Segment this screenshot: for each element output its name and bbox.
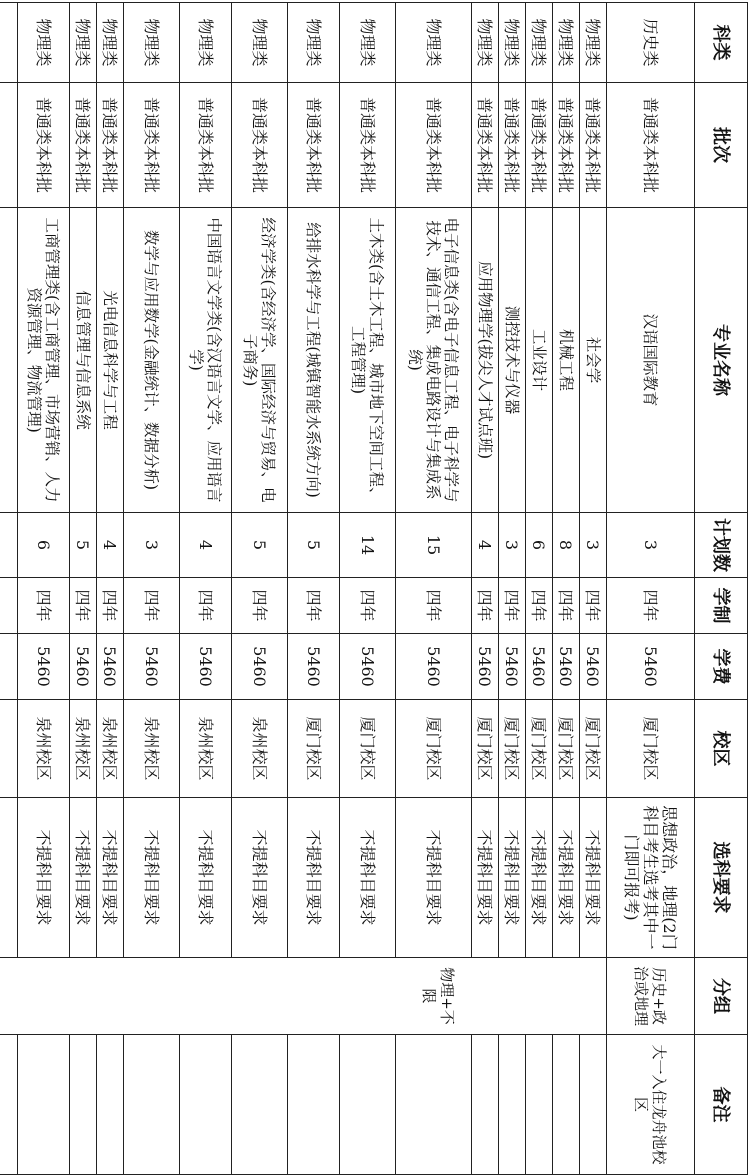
duration-cell: 四年 (340, 578, 396, 634)
major-cell (0, 208, 18, 513)
tuition-cell: 5460 (18, 634, 70, 700)
requirement-cell: 不提科目要求 (97, 798, 124, 958)
campus-cell (0, 700, 18, 798)
duration-cell: 四年 (472, 578, 499, 634)
remark-cell (553, 1035, 580, 1175)
requirement-cell: 不提科目要求 (18, 798, 70, 958)
requirement-cell (0, 798, 18, 958)
campus-cell: 泉州校区 (124, 700, 180, 798)
major-cell: 测控技术与仪器 (499, 208, 526, 513)
tuition-cell: 5460 (124, 634, 180, 700)
batch-cell (0, 83, 18, 208)
tuition-cell: 5460 (607, 634, 695, 700)
duration-cell: 四年 (607, 578, 695, 634)
plan-cell: 3 (580, 513, 607, 578)
major-cell: 给排水科学与工程(城镇智能水系统方向) (288, 208, 340, 513)
campus-cell: 泉州校区 (18, 700, 70, 798)
header-remark: 备注 (695, 1035, 748, 1175)
header-group: 分组 (695, 958, 748, 1035)
header-duration: 学制 (695, 578, 748, 634)
batch-cell: 普通类本科批 (288, 83, 340, 208)
subject-cell: 物理类 (340, 3, 396, 83)
plan-cell: 6 (526, 513, 553, 578)
major-cell: 光电信息科学与工程 (97, 208, 124, 513)
remark-cell (340, 1035, 396, 1175)
tuition-cell: 5460 (232, 634, 288, 700)
batch-cell: 普通类本科批 (499, 83, 526, 208)
major-cell: 机械工程 (553, 208, 580, 513)
requirement-cell: 不提科目要求 (232, 798, 288, 958)
header-subject: 科类 (695, 3, 748, 83)
major-cell: 电子信息类(含电子信息工程、电子科学与技术、通信工程、集成电路设计与集成系统) (396, 208, 472, 513)
remark-cell (472, 1035, 499, 1175)
tuition-cell: 5460 (288, 634, 340, 700)
duration-cell: 四年 (232, 578, 288, 634)
batch-cell: 普通类本科批 (180, 83, 232, 208)
campus-cell: 厦门校区 (472, 700, 499, 798)
duration-cell: 四年 (124, 578, 180, 634)
subject-cell (0, 3, 18, 83)
subject-cell: 物理类 (18, 3, 70, 83)
remark-cell (232, 1035, 288, 1175)
duration-cell: 四年 (553, 578, 580, 634)
subject-cell: 物理类 (553, 3, 580, 83)
campus-cell: 泉州校区 (97, 700, 124, 798)
admission-plan-table (0, 2, 748, 1175)
campus-cell: 泉州校区 (70, 700, 97, 798)
subject-cell: 物理类 (472, 3, 499, 83)
plan-cell: 3 (607, 513, 695, 578)
remark-cell: 大一入住龙舟池校区 (607, 1035, 695, 1175)
duration-cell: 四年 (499, 578, 526, 634)
subject-cell: 物理类 (232, 3, 288, 83)
duration-cell: 四年 (396, 578, 472, 634)
duration-cell: 四年 (580, 578, 607, 634)
tuition-cell: 5460 (396, 634, 472, 700)
tuition-cell: 5460 (70, 634, 97, 700)
campus-cell: 厦门校区 (553, 700, 580, 798)
plan-cell: 15 (396, 513, 472, 578)
remark-cell (70, 1035, 97, 1175)
plan-cell: 4 (472, 513, 499, 578)
batch-cell: 普通类本科批 (124, 83, 180, 208)
batch-cell: 普通类本科批 (526, 83, 553, 208)
remark-cell (396, 1035, 472, 1175)
plan-cell: 3 (124, 513, 180, 578)
remark-cell (124, 1035, 180, 1175)
tuition-cell: 5460 (553, 634, 580, 700)
plan-cell: 6 (18, 513, 70, 578)
requirement-cell: 思想政治，地理(2门科目考生选考其中一门即可报考) (607, 798, 695, 958)
header-requirement: 选科要求 (695, 798, 748, 958)
subject-cell: 物理类 (288, 3, 340, 83)
requirement-cell: 不提科目要求 (396, 798, 472, 958)
remark-cell (18, 1035, 70, 1175)
header-batch: 批次 (695, 83, 748, 208)
remark-cell (526, 1035, 553, 1175)
batch-cell: 普通类本科批 (18, 83, 70, 208)
batch-cell: 普通类本科批 (340, 83, 396, 208)
requirement-cell: 不提科目要求 (472, 798, 499, 958)
requirement-cell: 不提科目要求 (70, 798, 97, 958)
batch-cell: 普通类本科批 (607, 83, 695, 208)
duration-cell: 四年 (97, 578, 124, 634)
campus-cell: 厦门校区 (580, 700, 607, 798)
requirement-cell: 不提科目要求 (499, 798, 526, 958)
plan-cell: 4 (180, 513, 232, 578)
campus-cell: 厦门校区 (499, 700, 526, 798)
group-physics: 物理+不限 (0, 958, 607, 1035)
major-cell: 信息管理与信息系统 (70, 208, 97, 513)
major-cell: 汉语国际教育 (607, 208, 695, 513)
major-cell: 中国语言文学类(含汉语言文学、应用语言学) (180, 208, 232, 513)
duration-cell: 四年 (288, 578, 340, 634)
tuition-cell: 5460 (97, 634, 124, 700)
requirement-cell: 不提科目要求 (180, 798, 232, 958)
campus-cell: 泉州校区 (180, 700, 232, 798)
header-plan: 计划数 (695, 513, 748, 578)
plan-cell: 3 (499, 513, 526, 578)
requirement-cell: 不提科目要求 (124, 798, 180, 958)
tuition-cell: 5460 (340, 634, 396, 700)
tuition-cell: 5460 (472, 634, 499, 700)
tuition-cell: 5460 (580, 634, 607, 700)
tuition-cell (0, 634, 18, 700)
table-row (607, 3, 695, 1175)
requirement-cell: 不提科目要求 (526, 798, 553, 958)
batch-cell: 普通类本科批 (472, 83, 499, 208)
requirement-cell: 不提科目要求 (288, 798, 340, 958)
batch-cell: 普通类本科批 (396, 83, 472, 208)
subject-cell: 物理类 (70, 3, 97, 83)
campus-cell: 厦门校区 (607, 700, 695, 798)
requirement-cell: 不提科目要求 (340, 798, 396, 958)
plan-cell: 4 (97, 513, 124, 578)
batch-cell: 普通类本科批 (553, 83, 580, 208)
subject-cell: 物理类 (499, 3, 526, 83)
major-cell: 社会学 (580, 208, 607, 513)
plan-cell: 5 (288, 513, 340, 578)
remark-cell (97, 1035, 124, 1175)
requirement-cell: 不提科目要求 (580, 798, 607, 958)
major-cell: 应用物理学(拔尖人才试点班) (472, 208, 499, 513)
requirement-cell: 不提科目要求 (553, 798, 580, 958)
tuition-cell: 5460 (499, 634, 526, 700)
campus-cell: 泉州校区 (232, 700, 288, 798)
duration-cell: 四年 (526, 578, 553, 634)
major-cell: 数学与应用数学(金融统计、数据分析) (124, 208, 180, 513)
duration-cell: 四年 (180, 578, 232, 634)
subject-cell: 历史类 (607, 3, 695, 83)
group-history: 历史+政治或地理 (607, 958, 695, 1035)
batch-cell: 普通类本科批 (232, 83, 288, 208)
major-cell: 工商管理类(含工商管理、市场营销、人力资源管理、物流管理) (18, 208, 70, 513)
duration-cell (0, 578, 18, 634)
batch-cell: 普通类本科批 (97, 83, 124, 208)
remark-cell (580, 1035, 607, 1175)
remark-cell (288, 1035, 340, 1175)
header-major: 专业名称 (695, 208, 748, 513)
campus-cell: 厦门校区 (288, 700, 340, 798)
plan-cell: 5 (232, 513, 288, 578)
campus-cell: 厦门校区 (340, 700, 396, 798)
subject-cell: 物理类 (580, 3, 607, 83)
remark-cell (180, 1035, 232, 1175)
plan-cell (0, 513, 18, 578)
subject-cell: 物理类 (396, 3, 472, 83)
plan-cell: 14 (340, 513, 396, 578)
major-cell: 工业设计 (526, 208, 553, 513)
header-campus: 校区 (695, 700, 748, 798)
major-cell: 土木类(含土木工程、城市地下空间工程、工程管理) (340, 208, 396, 513)
plan-cell: 8 (553, 513, 580, 578)
subject-cell: 物理类 (180, 3, 232, 83)
campus-cell: 厦门校区 (526, 700, 553, 798)
remark-cell (499, 1035, 526, 1175)
header-tuition: 学费 (695, 634, 748, 700)
major-cell: 经济学类(含经济学、国际经济与贸易、电子商务) (232, 208, 288, 513)
batch-cell: 普通类本科批 (580, 83, 607, 208)
duration-cell: 四年 (70, 578, 97, 634)
tuition-cell: 5460 (180, 634, 232, 700)
subject-cell: 物理类 (526, 3, 553, 83)
plan-cell: 5 (70, 513, 97, 578)
batch-cell: 普通类本科批 (70, 83, 97, 208)
subject-cell: 物理类 (124, 3, 180, 83)
campus-cell: 厦门校区 (396, 700, 472, 798)
table-row (580, 3, 607, 1175)
header-row (695, 3, 748, 1175)
subject-cell: 物理类 (97, 3, 124, 83)
remark-cell (0, 1035, 18, 1175)
duration-cell: 四年 (18, 578, 70, 634)
tuition-cell: 5460 (526, 634, 553, 700)
